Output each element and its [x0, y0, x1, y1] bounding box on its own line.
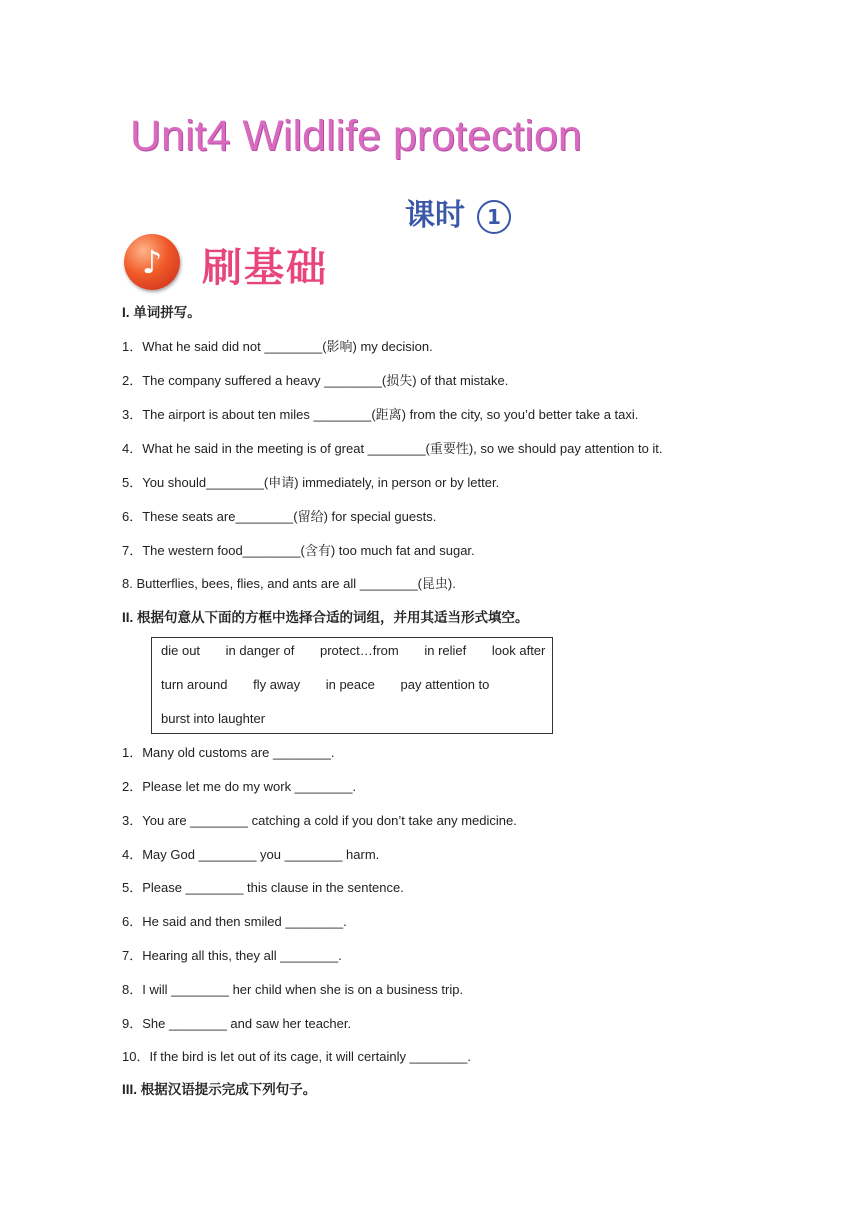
phrase: turn around — [161, 677, 228, 692]
lesson-label — [405, 190, 511, 234]
exercise-item: 1．Many old customs are ________. — [122, 745, 335, 760]
exercise-item: 4．May God ________ you ________ harm. — [122, 847, 380, 862]
exercise-item: 9．She ________ and saw her teacher. — [122, 1016, 352, 1031]
section-1-heading: I. 单词拼写。 — [122, 305, 201, 320]
exercise-item: 4．What he said in the meeting is of great ________(重要性), so we should pay attention to it. — [122, 441, 663, 456]
exercise-item: 3．You are ________ catching a cold if you don’t take any medicine. — [122, 813, 517, 828]
exercise-item: 1．What he said did not ________(影响) my decision. — [122, 339, 433, 354]
phrase: burst into laughter — [161, 711, 266, 726]
phrase: pay attention to — [400, 677, 490, 692]
phrase: protect…from — [319, 643, 399, 658]
section-banner-title: 刷基础 — [202, 245, 328, 291]
exercise-item: 10．If the bird is let out of its cage, it will certainly ________. — [122, 1049, 472, 1064]
phrase: in peace — [325, 677, 375, 692]
section-3-heading: III. 根据汉语提示完成下列句子。 — [122, 1082, 317, 1097]
phrase: look after — [491, 643, 546, 658]
exercise-item: 6．He said and then smiled ________. — [122, 914, 347, 929]
exercise-item: 2．The company suffered a heavy ________(损失) of that mistake. — [122, 373, 509, 388]
section-2-heading: II. 根据句意从下面的方框中选择合适的词组，并用其适当形式填空。 — [122, 610, 529, 625]
phrase: in relief — [424, 643, 467, 658]
exercise-item: 7．The western food________(含有) too much fat and sugar. — [122, 543, 475, 558]
exercise-item: 2．Please let me do my work ________. — [122, 779, 357, 794]
phrase: fly away — [253, 677, 301, 692]
exercise-item: 8. Butterflies, bees, flies, and ants are all ________(昆虫). — [122, 576, 456, 591]
exercise-item: 5．Please ________ this clause in the sentence. — [122, 880, 404, 895]
word-bank-row — [161, 643, 545, 658]
word-bank-row — [161, 711, 287, 726]
phrase: die out — [161, 643, 201, 658]
word-bank-box — [151, 637, 553, 734]
exercise-item: 3．The airport is about ten miles ________(距离) from the city, so you’d better take a taxi. — [122, 407, 639, 422]
exercise-item: 5．You should________(申请) immediately, in person or by letter. — [122, 475, 500, 490]
exercise-item: 8．I will ________ her child when she is on a business trip. — [122, 982, 464, 997]
word-bank-row — [161, 677, 511, 692]
music-note-icon: ♪ — [124, 234, 180, 290]
phrase: in danger of — [225, 643, 295, 658]
exercise-item: 7．Hearing all this, they all ________. — [122, 948, 342, 963]
lesson-number: 1 — [477, 200, 511, 234]
exercise-item: 6．These seats are________(留给) for special guests. — [122, 509, 437, 524]
lesson-text: 课时 — [405, 198, 465, 233]
unit-title: Unit4 Wildlife protection — [130, 112, 582, 160]
